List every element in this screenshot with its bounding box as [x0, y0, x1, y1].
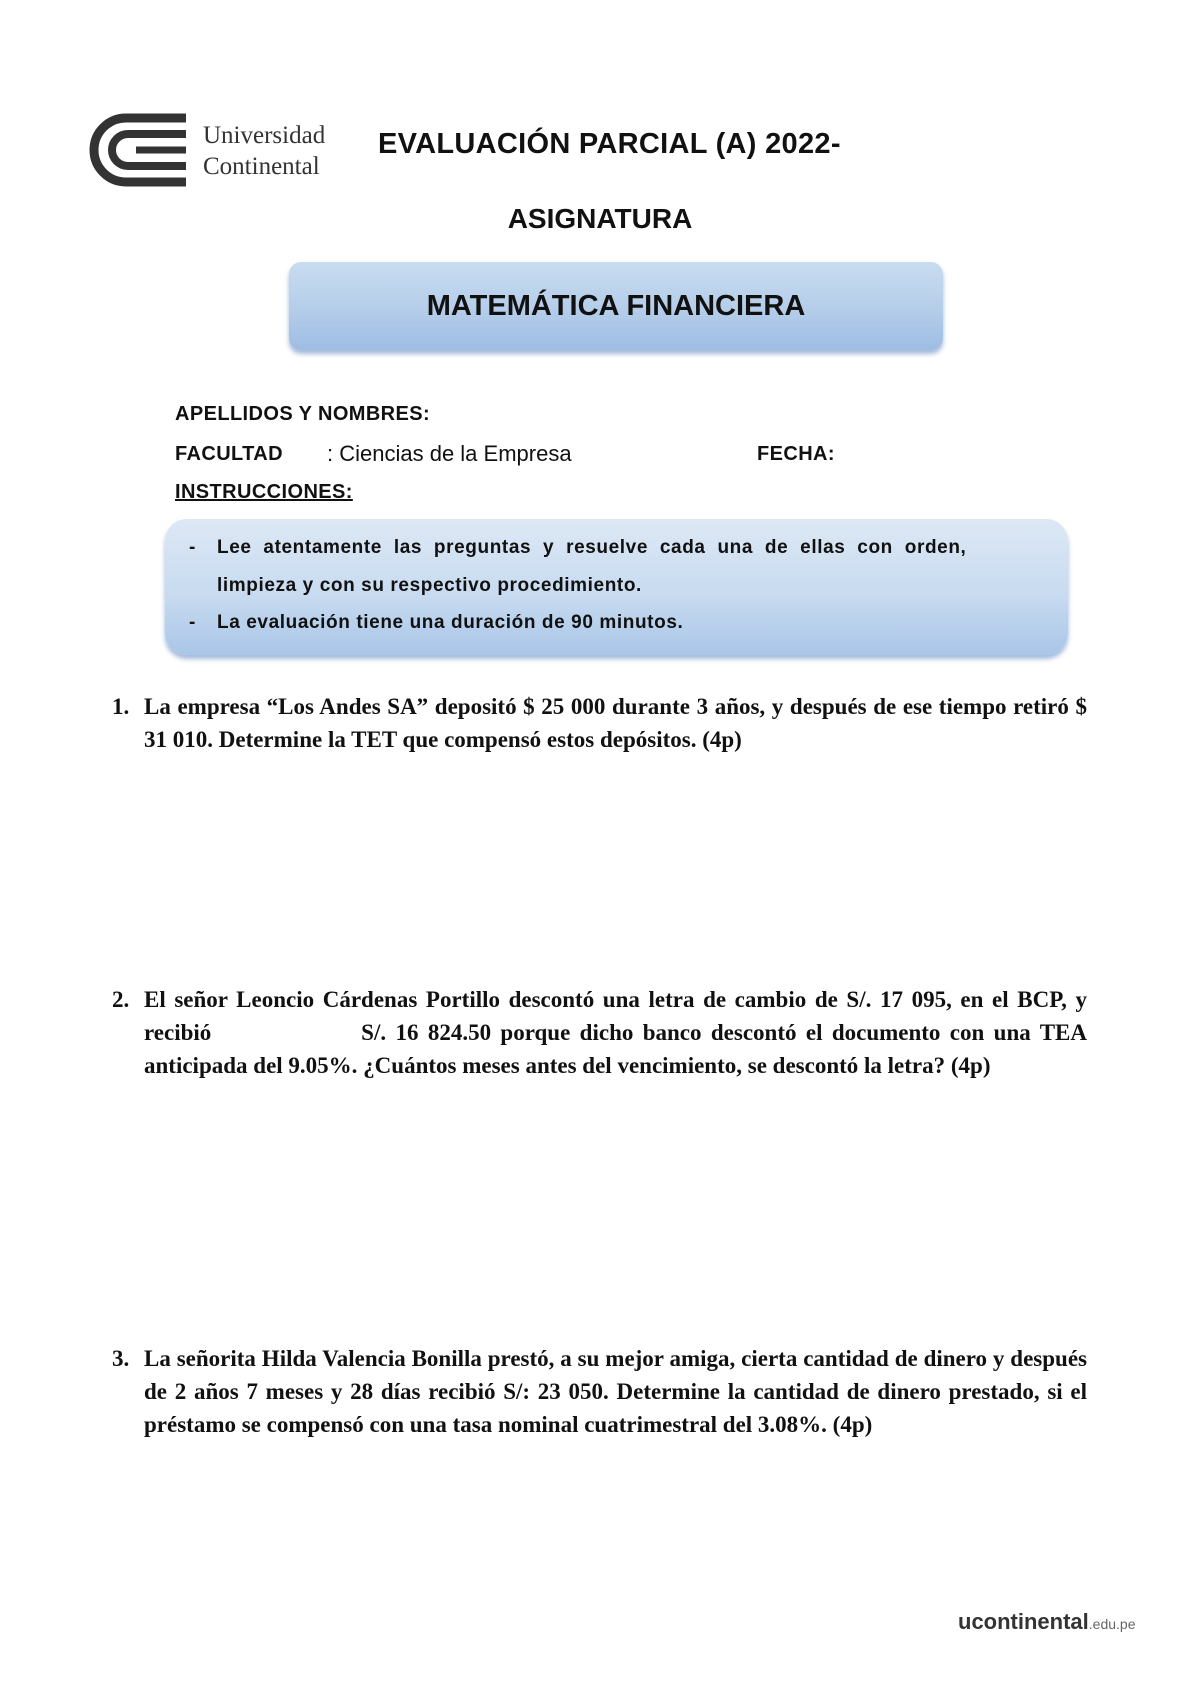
logo-line-1: Universidad — [203, 122, 326, 149]
continental-logo-icon — [86, 112, 190, 188]
question-text: El señor Leoncio Cárdenas Portillo descontó una letra de cambio de S/. 17 095, en el BCP, y recibió S/. 16 824.50 porque dicho banco descontó el documento con una TEA anticipada del 9.05%. ¿Cuántos meses antes del vencimiento, se descontó la letra? (4p) — [144, 987, 1093, 1078]
subject-name: MATEMÁTICA FINANCIERA — [426, 290, 806, 322]
date-label: FECHA: — [757, 443, 835, 465]
instructions-label: INSTRUCCIONES: — [175, 481, 353, 503]
faculty-value: : Ciencias de la Empresa — [327, 441, 572, 466]
question-number: 1. — [112, 694, 130, 719]
subject-label: ASIGNATURA — [507, 203, 693, 234]
exam-title: EVALUACIÓN PARCIAL (A) 2022- — [378, 128, 841, 160]
faculty-label: FACULTAD — [175, 443, 283, 465]
subject-banner — [289, 262, 943, 350]
logo-line-2: Continental — [203, 153, 320, 180]
question-2 — [112, 983, 1093, 1082]
logo-wordmark — [203, 120, 325, 182]
names-label: APELLIDOS Y NOMBRES: — [175, 403, 431, 425]
question-text: La señorita Hilda Valencia Bonilla prestó, a su mejor amiga, cierta cantidad de dinero y después de 2 años 7 meses y 28 días recibió S/: 23 050. Determine la cantidad de dinero prestado, si el préstamo se compensó con una tasa nominal cuatrimestral del 3.08%. (4p) — [144, 1346, 1087, 1437]
footer-brand — [958, 1609, 1136, 1635]
question-text: La empresa “Los Andes SA” depositó $ 25 000 durante 3 años, y después de ese tiempo retiró $ 31 010. Determine la TET que compensó estos depósitos. (4p) — [144, 694, 1087, 752]
question-number: 3. — [112, 1346, 130, 1371]
footer-domain: .edu.pe — [1088, 1616, 1136, 1632]
question-number: 2. — [112, 987, 130, 1012]
university-logo — [86, 112, 356, 192]
question-1 — [112, 690, 1087, 756]
question-3 — [112, 1342, 1087, 1441]
instructions-box: - Lee atentamente las preguntas y resuelve cada una de ellas con orden, limpieza y con su respectivo procedimiento. - La evaluación tiene una duración de 90 minutos. — [165, 519, 1068, 655]
footer-brand-name: ucontinental — [958, 1609, 1089, 1634]
